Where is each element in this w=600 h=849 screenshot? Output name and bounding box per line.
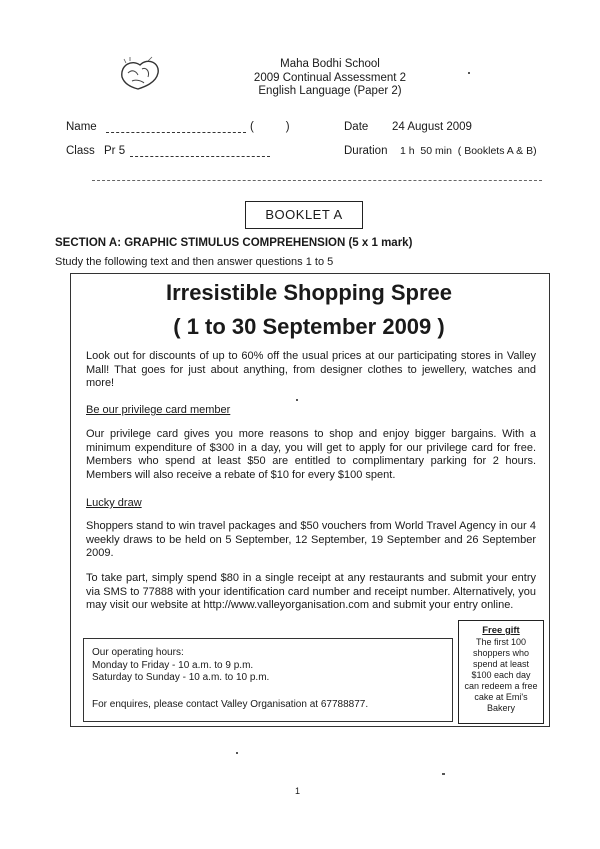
school-name: Maha Bodhi School — [280, 58, 380, 70]
free-gift-text: The first 100 shoppers who spend at least $100 each day can redeem a free cake at Emi's Bakery — [464, 637, 538, 713]
school-header — [180, 58, 480, 99]
page-number: 1 — [295, 786, 301, 796]
privilege-heading: Be our privilege card member — [86, 404, 231, 416]
lucky-draw-text: Shoppers stand to win travel packages and $50 vouchers from World Travel Agency in our 4 weekly draws to be held on 5 September, 12 September, 19 September and 26 September 2009. — [86, 520, 536, 559]
header-divider — [92, 180, 542, 181]
duration-label: Duration — [344, 145, 388, 157]
date-label: Date — [344, 121, 369, 133]
class-label: Class — [66, 145, 95, 157]
booklet-label: BOOKLET A — [245, 201, 363, 229]
scan-speck — [442, 773, 445, 775]
instruction-text: Study the following text and then answer questions 1 to 5 — [55, 256, 334, 268]
hours-weekend: Saturday to Sunday - 10 a.m. to 10 p.m. — [92, 672, 270, 683]
duration-value: 1 h 50 min ( Booklets A & B) — [400, 145, 537, 157]
lucky-draw-heading: Lucky draw — [86, 497, 142, 509]
enquiries-text: For enquires, please contact Valley Organisation at 67788877. — [92, 698, 369, 710]
scan-speck — [296, 399, 298, 401]
assessment-name: 2009 Continual Assessment 2 — [253, 71, 407, 84]
scan-speck — [236, 752, 238, 754]
hours-weekday: Monday to Friday - 10 a.m. to 9 p.m. — [92, 659, 254, 671]
school-logo-icon — [118, 55, 162, 91]
privilege-text: Our privilege card gives you more reasons to shop and enjoy bigger bargains. With a minimum expenditure of $300 in a day, you will get to apply for our privilege card for free. Members who spend at least $50 are entitled to complimentary parking for 2 hours. Members will also receive a rebate of $10 for every $100 spent. — [86, 428, 536, 481]
ad-subtitle-dates: ( 1 to 30 September 2009 ) — [173, 314, 445, 339]
ad-intro: Look out for discounts of up to 60% off the usual prices at our participating stores in Valley Mall! That goes for just about anything, from designer clothes to jewellery, watches and more! — [86, 350, 536, 389]
section-title: SECTION A: GRAPHIC STIMULUS COMPREHENSION (5 x 1 mark) — [55, 237, 413, 249]
date-value: 24 August 2009 — [392, 121, 472, 133]
operating-hours-box — [83, 638, 453, 722]
scan-speck — [468, 72, 470, 74]
paper-name: English Language (Paper 2) — [258, 85, 402, 97]
ad-title: Irresistible Shopping Spree — [165, 280, 453, 305]
take-part-text: To take part, simply spend $80 in a single receipt at any restaurants and submit your entry via SMS to 77888 with your identification card number and receipt number. Alternatively, you may visit our website at http://www.valleyorganisation.com and submit your entry online. — [86, 572, 536, 611]
class-field-line[interactable] — [130, 156, 270, 157]
name-label: Name — [66, 121, 97, 133]
name-field-line[interactable] — [106, 132, 246, 133]
class-value: Pr 5 — [104, 145, 126, 157]
hours-title: Our operating hours: — [92, 647, 184, 658]
index-parentheses: ( ) — [250, 121, 290, 133]
free-gift-title: Free gift — [482, 625, 520, 636]
free-gift-box — [458, 620, 544, 724]
